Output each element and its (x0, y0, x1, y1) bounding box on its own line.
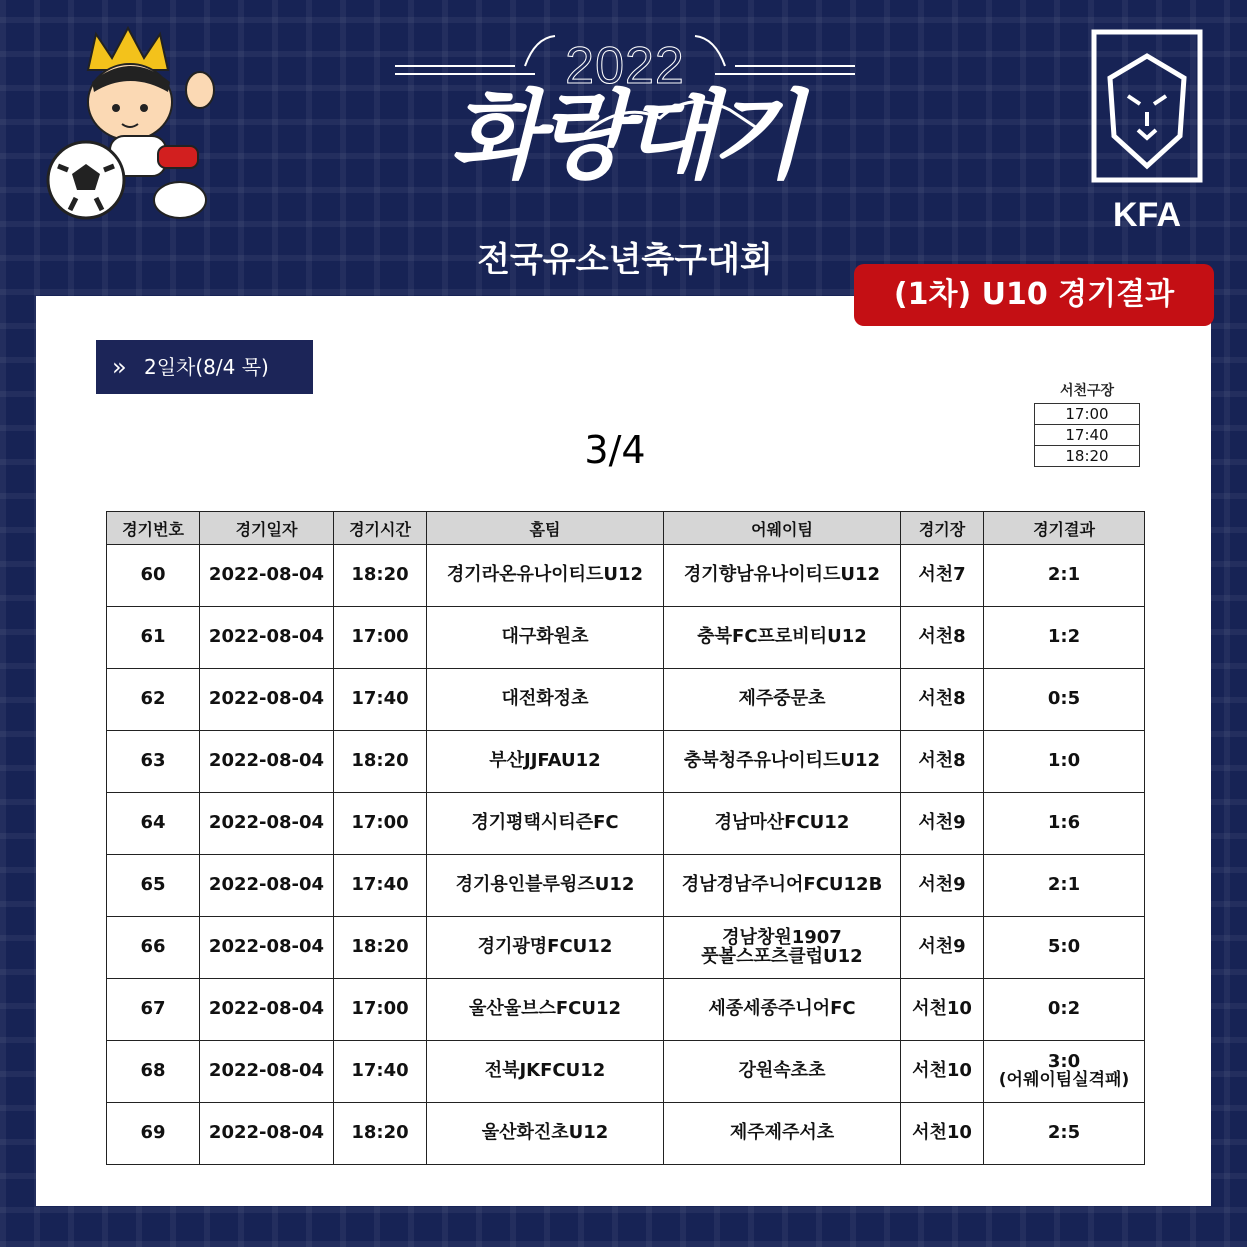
cell-time: 17:40 (334, 855, 427, 917)
cell-time: 18:20 (334, 1103, 427, 1165)
cell-result (984, 1041, 1145, 1103)
chevron-right-icon: » (112, 353, 127, 381)
cell-result-score: 0:2 (1047, 998, 1081, 1020)
cell-time: 18:20 (334, 545, 427, 607)
cell-venue: 서천8 (901, 607, 984, 669)
kfa-logo-text: KFA (1113, 196, 1181, 234)
cell-result (984, 917, 1145, 979)
year-text: 2022 (565, 37, 685, 95)
cell-no: 67 (107, 979, 200, 1041)
column-header: 어웨이팀 (664, 512, 901, 545)
cell-venue: 서천9 (901, 855, 984, 917)
cell-venue: 서천10 (901, 1103, 984, 1165)
cell-home: 대구화원초 (427, 607, 664, 669)
cell-away: 세종세종주니어FC (664, 979, 901, 1041)
cell-time: 17:00 (334, 607, 427, 669)
cell-result (984, 731, 1145, 793)
cell-no: 65 (107, 855, 200, 917)
cell-result (984, 1103, 1145, 1165)
cell-date: 2022-08-04 (200, 545, 334, 607)
table-row (107, 1041, 1145, 1103)
results-table (106, 511, 1145, 1165)
cell-away: 경남경남주니어FCU12B (664, 855, 901, 917)
cell-no: 60 (107, 545, 200, 607)
column-header: 경기시간 (334, 512, 427, 545)
cell-away: 충북FC프로비티U12 (664, 607, 901, 669)
cell-result (984, 607, 1145, 669)
column-header: 경기결과 (984, 512, 1145, 545)
venue-time: 17:40 (1035, 425, 1139, 446)
cell-no: 68 (107, 1041, 200, 1103)
cell-home: 경기평택시티즌FC (427, 793, 664, 855)
cell-venue: 서천9 (901, 917, 984, 979)
cell-no: 63 (107, 731, 200, 793)
cell-result-note: (어웨이팀실격패) (998, 1070, 1130, 1091)
cell-date: 2022-08-04 (200, 1041, 334, 1103)
cell-no: 62 (107, 669, 200, 731)
cell-away: 제주중문초 (664, 669, 901, 731)
cell-venue: 서천7 (901, 545, 984, 607)
cell-venue: 서천10 (901, 979, 984, 1041)
table-row (107, 731, 1145, 793)
cell-date: 2022-08-04 (200, 979, 334, 1041)
cell-result (984, 545, 1145, 607)
cell-date: 2022-08-04 (200, 607, 334, 669)
cell-date: 2022-08-04 (200, 1103, 334, 1165)
cell-no: 69 (107, 1103, 200, 1165)
cell-venue: 서천10 (901, 1041, 984, 1103)
cell-time: 18:20 (334, 917, 427, 979)
column-header: 경기일자 (200, 512, 334, 545)
table-row (107, 545, 1145, 607)
venue-times-title: 서천구장 (1059, 383, 1115, 399)
day-tag-label: 2일차(8/4 목) (144, 355, 269, 379)
mountain-decoration (580, 90, 760, 140)
cell-date: 2022-08-04 (200, 855, 334, 917)
cell-result-score: 5:0 (1047, 936, 1081, 958)
cell-date: 2022-08-04 (200, 731, 334, 793)
cell-away: 제주제주서초 (664, 1103, 901, 1165)
cell-venue: 서천8 (901, 669, 984, 731)
cell-result (984, 793, 1145, 855)
cell-home: 울산울브스FCU12 (427, 979, 664, 1041)
cell-away: 경남마산FCU12 (664, 793, 901, 855)
table-row (107, 607, 1145, 669)
cell-away: 경기향남유나이티드U12 (664, 545, 901, 607)
cell-away-line: 풋볼스포츠클럽U12 (701, 945, 863, 967)
cell-result-score: 2:1 (1047, 874, 1081, 896)
cell-time: 17:40 (334, 669, 427, 731)
cell-home: 전북JKFCU12 (427, 1041, 664, 1103)
cell-time: 17:40 (334, 1041, 427, 1103)
cell-date: 2022-08-04 (200, 793, 334, 855)
event-subtitle: 전국유소년축구대회 (477, 240, 773, 280)
table-row (107, 917, 1145, 979)
cell-result (984, 855, 1145, 917)
cell-away (664, 917, 901, 979)
cell-time: 17:00 (334, 979, 427, 1041)
cell-away: 충북청주유나이티드U12 (664, 731, 901, 793)
cell-away-line: 경남창원1907 (722, 926, 842, 948)
table-row (107, 979, 1145, 1041)
cell-date: 2022-08-04 (200, 917, 334, 979)
table-row (107, 1103, 1145, 1165)
column-header: 홈팀 (427, 512, 664, 545)
cell-time: 17:00 (334, 793, 427, 855)
table-row (107, 793, 1145, 855)
cell-result-score: 2:1 (1047, 564, 1081, 586)
venue-time: 18:20 (1065, 447, 1109, 465)
cell-result-score: 0:5 (1047, 688, 1081, 710)
cell-no: 64 (107, 793, 200, 855)
cell-away: 강원속초초 (664, 1041, 901, 1103)
mascot-illustration (40, 20, 240, 230)
cell-time: 18:20 (334, 731, 427, 793)
cell-venue: 서천9 (901, 793, 984, 855)
page-indicator: 3/4 (584, 428, 646, 472)
cell-result-score: 1:2 (1047, 626, 1081, 648)
cell-home: 대전화정초 (427, 669, 664, 731)
cell-result (984, 669, 1145, 731)
cell-no: 66 (107, 917, 200, 979)
cell-home: 경기라온유나이티드U12 (427, 545, 664, 607)
venue-time: 17:00 (1035, 404, 1139, 425)
cell-home: 경기광명FCU12 (427, 917, 664, 979)
cell-result (984, 979, 1145, 1041)
cell-no: 61 (107, 607, 200, 669)
cell-date: 2022-08-04 (200, 669, 334, 731)
cell-venue: 서천8 (901, 731, 984, 793)
kfa-logo (1088, 26, 1206, 238)
cell-result-score: 3:0 (1047, 1051, 1081, 1073)
round-badge: (1차) U10 경기결과 (854, 264, 1214, 326)
column-header: 경기번호 (107, 512, 200, 545)
column-header: 경기장 (901, 512, 984, 545)
cell-result-score: 2:5 (1047, 1122, 1081, 1144)
venue-times-box (1034, 403, 1140, 467)
table-row (107, 669, 1145, 731)
day-tag (96, 340, 313, 394)
table-row (107, 855, 1145, 917)
event-title: 화랑대기 (450, 79, 797, 192)
cell-home: 부산JJFAU12 (427, 731, 664, 793)
table-header-row (107, 512, 1145, 545)
cell-result-score: 1:6 (1047, 812, 1081, 834)
cell-home: 경기용인블루윙즈U12 (427, 855, 664, 917)
cell-home: 울산화진초U12 (427, 1103, 664, 1165)
cell-result-score: 1:0 (1047, 750, 1081, 772)
